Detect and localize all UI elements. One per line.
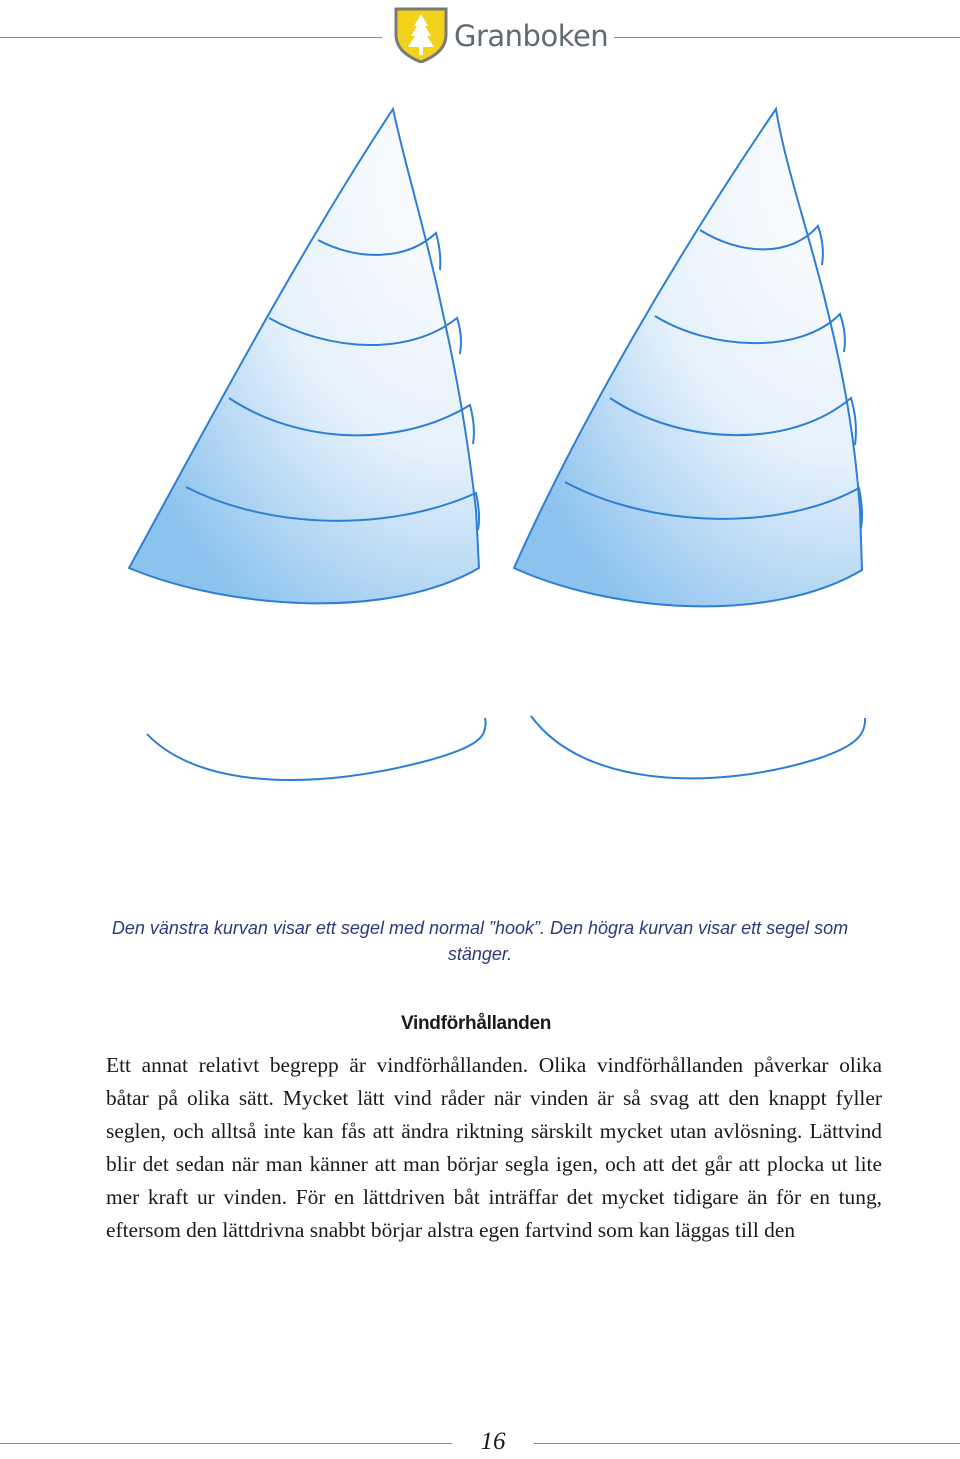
section-heading: Vindförhållanden <box>400 1013 552 1034</box>
left-sail <box>129 109 479 603</box>
right-sail <box>514 109 862 606</box>
footer-rule-left <box>0 1443 452 1444</box>
section-paragraph: Ett annat relativt begrepp är vindförhållanden. Olika vindförhållanden påverkar olika båtar på olika sätt. Mycket lätt vind råder när vinden är så svag att den knappt fyller seglen, och alltså inte kan fås att ändra riktning särskilt mycket utan avlösning. Lättvind blir det sedan när man känner att man börjar segla igen, och att det går att plocka ut lite mer kraft ur vinden. För en lättdriven båt inträffar det mycket tidigare än för en tung, eftersom den lättdrivna snabbt börjar alstra egen fartvind som kan läggas till den <box>106 1053 882 1242</box>
brand-name: Granboken <box>454 19 609 53</box>
curve-normal-hook <box>147 718 486 780</box>
page-number: 16 <box>480 1428 506 1455</box>
figure-caption: Den vänstra kurvan visar ett segel med normal ”hook”. Den högra kurvan visar ett segel som stänger. <box>111 918 849 964</box>
curve-closing <box>531 716 865 778</box>
footer-rule-right <box>534 1443 960 1444</box>
